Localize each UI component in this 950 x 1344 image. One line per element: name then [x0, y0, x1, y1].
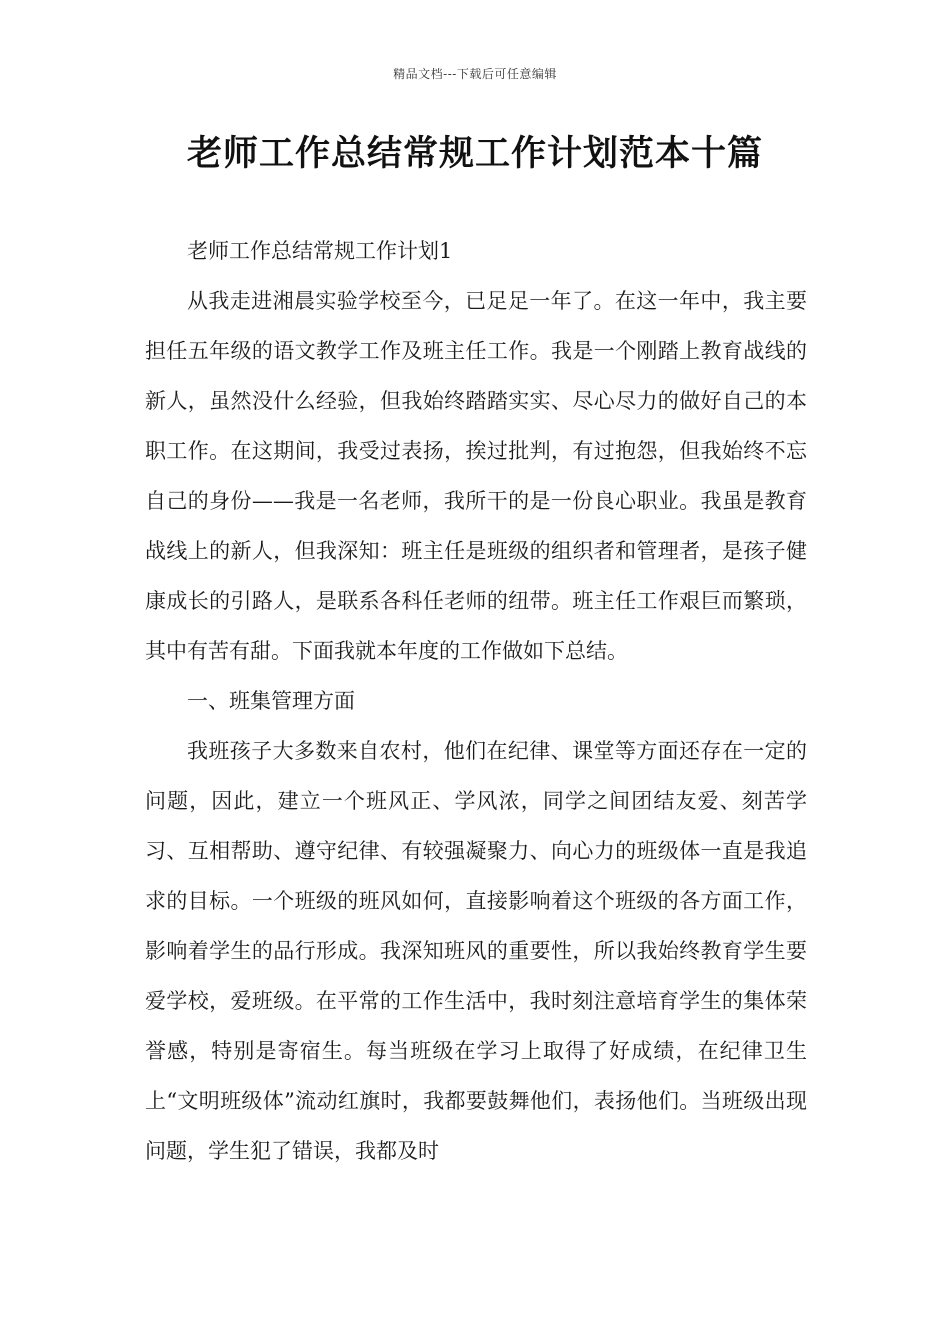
- document-body: [145, 226, 807, 1176]
- header-note: 精品文档---下载后可任意编辑: [393, 67, 557, 81]
- body-paragraph: 从我走进湘晨实验学校至今，已足足一年了。在这一年中，我主要担任五年级的语文教学工作及班主任工作。我是一个刚踏上教育战线的新人，虽然没什么经验，但我始终踏踏实实、尽心尽力的做好自己的本职工作。在这期间，我受过表扬，挨过批判，有过抱怨，但我始终不忘自己的身份——我是一名老师，我所干的是一份良心职业。我虽是教育战线上的新人，但我深知：班主任是班级的组织者和管理者，是孩子健康成长的引路人，是联系各科任老师的纽带。班主任工作艰巨而繁琐，其中有苦有甜。下面我就本年度的工作做如下总结。: [145, 289, 807, 663]
- section-heading: 一、班集管理方面: [187, 689, 355, 713]
- document-title: 老师工作总结常规工作计划范本十篇: [186, 134, 763, 174]
- section-heading: 老师工作总结常规工作计划1: [187, 239, 453, 263]
- body-paragraph: 我班孩子大多数来自农村，他们在纪律、课堂等方面还存在一定的问题，因此，建立一个班风正、学风浓，同学之间团结友爱、刻苦学习、互相帮助、遵守纪律、有较强凝聚力、向心力的班级体一直是我追求的目标。一个班级的班风如何，直接影响着这个班级的各方面工作，影响着学生的品行形成。我深知班风的重要性，所以我始终教育学生要爱学校，爱班级。在平常的工作生活中，我时刻注意培育学生的集体荣誉感，特别是寄宿生。每当班级在学习上取得了好成绩，在纪律卫生上“文明班级体”流动红旗时，我都要鼓舞他们，表扬他们。当班级出现问题，学生犯了错误，我都及时: [145, 739, 807, 1163]
